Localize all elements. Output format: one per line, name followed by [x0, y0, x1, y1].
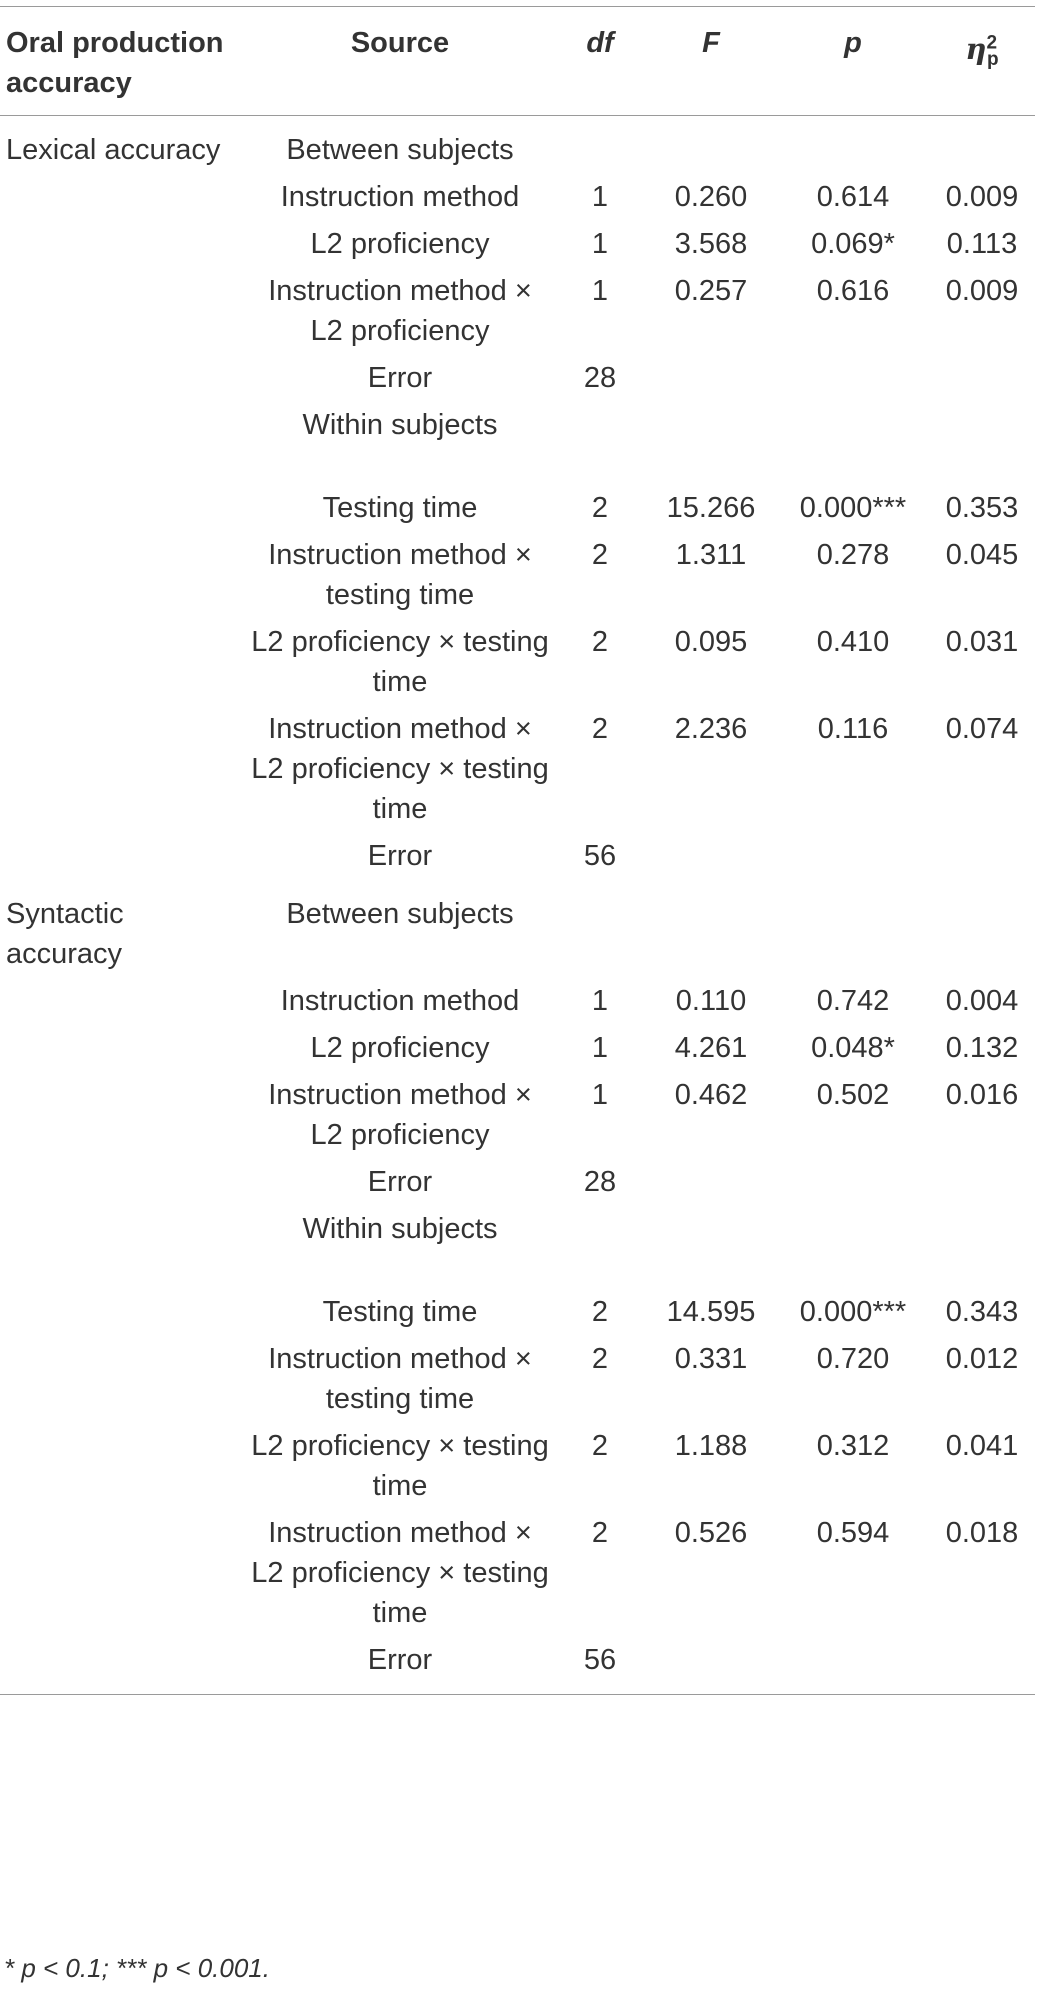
eta-cell: 0.353: [945, 492, 1019, 524]
empty-cell: [0, 174, 245, 221]
source-cell: L2 proficiency × testing time: [251, 1430, 549, 1502]
empty-cell: [0, 706, 245, 833]
empty-cell: [0, 978, 245, 1025]
p-cell: 0.742: [816, 985, 890, 1017]
source-cell: L2 proficiency: [310, 1032, 490, 1064]
f-cell: [645, 1159, 777, 1206]
source-cell: Testing time: [322, 1296, 478, 1328]
p-cell: 0.614: [816, 181, 890, 213]
table-row: [0, 1072, 1035, 1159]
eta-cell: 0.031: [945, 626, 1019, 658]
f-cell: 0.257: [674, 275, 748, 307]
source-cell: Instruction method × L2 proficiency × testing time: [251, 1517, 549, 1629]
section-label-row: [0, 880, 1035, 978]
empty-cell: [0, 1637, 245, 1695]
p-cell: [777, 1637, 929, 1695]
eta-cell: 0.343: [945, 1296, 1019, 1328]
table-row: [0, 1159, 1035, 1206]
header-p: p: [844, 27, 862, 59]
table-row: [0, 174, 1035, 221]
f-cell: 0.110: [675, 985, 747, 1017]
table-body: [0, 116, 1035, 1695]
source-cell: Instruction method × L2 proficiency: [268, 1079, 532, 1151]
df-cell: 28: [583, 1166, 617, 1198]
empty-cell: [0, 485, 245, 532]
f-cell: [645, 355, 777, 402]
source-cell: L2 proficiency × testing time: [251, 626, 549, 698]
header-f: F: [702, 27, 720, 59]
df-cell: 56: [583, 1644, 617, 1676]
empty-cell: [0, 1289, 245, 1336]
empty-cell: [777, 1206, 929, 1253]
eta-cell: 0.004: [945, 985, 1019, 1017]
df-cell: 2: [591, 1296, 609, 1328]
f-cell: 0.095: [674, 626, 748, 658]
p-cell: 0.278: [816, 539, 890, 571]
header-df: df: [586, 27, 614, 59]
df-cell: 2: [591, 1343, 609, 1375]
df-cell: 56: [583, 840, 617, 872]
df-cell: 1: [591, 181, 609, 213]
df-cell: 2: [591, 1517, 609, 1549]
df-cell: 1: [591, 275, 609, 307]
source-cell: Instruction method × testing time: [268, 1343, 532, 1415]
section-label: Between subjects: [286, 134, 514, 166]
section-label-row: [0, 1206, 1035, 1253]
table-row: [0, 1510, 1035, 1637]
spacer-row: [0, 449, 1035, 485]
df-cell: 1: [591, 985, 609, 1017]
outcome-label: [0, 1206, 245, 1253]
empty-cell: [0, 619, 245, 706]
section-label: Between subjects: [286, 898, 514, 930]
empty-cell: [0, 1159, 245, 1206]
p-cell: 0.000***: [799, 1296, 907, 1328]
f-cell: 4.261: [674, 1032, 748, 1064]
empty-cell: [0, 221, 245, 268]
p-cell: 0.048*: [811, 1032, 895, 1064]
empty-cell: [645, 1206, 777, 1253]
f-cell: [645, 833, 777, 880]
empty-cell: [0, 532, 245, 619]
source-cell: L2 proficiency: [310, 228, 490, 260]
empty-cell: [0, 355, 245, 402]
eta-cell: [929, 1159, 1035, 1206]
table-row: [0, 1637, 1035, 1695]
table-row: [0, 485, 1035, 532]
table-row: [0, 978, 1035, 1025]
table-row: [0, 1336, 1035, 1423]
source-cell: Instruction method × L2 proficiency: [268, 275, 532, 347]
empty-cell: [645, 880, 777, 978]
empty-cell: [0, 1025, 245, 1072]
table-row: [0, 221, 1035, 268]
empty-cell: [0, 268, 245, 355]
source-cell: Instruction method: [280, 181, 520, 213]
table-header: [0, 7, 1035, 116]
p-cell: 0.000***: [799, 492, 907, 524]
eta-cell: 0.113: [946, 228, 1018, 260]
eta-cell: 0.009: [945, 275, 1019, 307]
eta-cell: [929, 833, 1035, 880]
p-cell: 0.312: [816, 1430, 890, 1462]
empty-cell: [645, 116, 777, 175]
f-cell: 1.311: [675, 539, 747, 571]
empty-cell: [0, 1072, 245, 1159]
table-row: [0, 619, 1035, 706]
source-cell: Instruction method: [280, 985, 520, 1017]
spacer-row: [0, 1253, 1035, 1289]
p-cell: 0.069*: [811, 228, 895, 260]
empty-cell: [555, 1206, 645, 1253]
outcome-label: Syntactic accuracy: [6, 898, 124, 970]
f-cell: 1.188: [674, 1430, 748, 1462]
section-label: Within subjects: [302, 1213, 498, 1245]
df-cell: 2: [591, 626, 609, 658]
table-row: [0, 1423, 1035, 1510]
empty-cell: [555, 880, 645, 978]
p-cell: 0.594: [816, 1517, 890, 1549]
outcome-label: Lexical accuracy: [6, 134, 221, 166]
eta-cell: 0.018: [945, 1517, 1019, 1549]
source-cell: Error: [367, 1166, 433, 1198]
header-partial-eta-squared: $\eta^2_p$: [965, 31, 999, 71]
header-source: Source: [350, 27, 450, 59]
table-row: [0, 833, 1035, 880]
df-cell: 1: [591, 1032, 609, 1064]
empty-cell: [0, 1423, 245, 1510]
source-cell: Error: [367, 1644, 433, 1676]
f-cell: 0.260: [674, 181, 748, 213]
eta-cell: [929, 1637, 1035, 1695]
empty-cell: [777, 402, 929, 449]
eta-cell: 0.074: [945, 713, 1019, 745]
table-row: [0, 1025, 1035, 1072]
p-cell: [777, 1159, 929, 1206]
table-row: [0, 355, 1035, 402]
df-cell: 28: [583, 362, 617, 394]
table-row: [0, 532, 1035, 619]
empty-cell: [929, 116, 1035, 175]
p-cell: 0.502: [816, 1079, 890, 1111]
source-cell: Instruction method × testing time: [268, 539, 532, 611]
section-label-row: [0, 116, 1035, 175]
eta-cell: 0.012: [945, 1343, 1019, 1375]
source-cell: Error: [367, 840, 433, 872]
df-cell: 1: [591, 228, 609, 260]
empty-cell: [0, 1510, 245, 1637]
df-cell: 2: [591, 713, 609, 745]
f-cell: 0.331: [674, 1343, 748, 1375]
empty-cell: [645, 402, 777, 449]
source-cell: Error: [367, 362, 433, 394]
f-cell: 0.526: [674, 1517, 748, 1549]
eta-cell: 0.016: [945, 1079, 1019, 1111]
empty-cell: [929, 880, 1035, 978]
p-cell: 0.616: [816, 275, 890, 307]
p-cell: 0.116: [817, 713, 889, 745]
p-cell: [777, 833, 929, 880]
empty-cell: [555, 402, 645, 449]
p-cell: 0.410: [816, 626, 890, 658]
header-outcome: Oral production accuracy: [6, 27, 224, 99]
source-cell: Instruction method × L2 proficiency × testing time: [251, 713, 549, 825]
eta-cell: 0.132: [945, 1032, 1019, 1064]
f-cell: 2.236: [674, 713, 748, 745]
section-label: Within subjects: [302, 409, 498, 441]
empty-cell: [0, 1336, 245, 1423]
f-cell: 15.266: [666, 492, 756, 524]
f-cell: [645, 1637, 777, 1695]
p-cell: [777, 355, 929, 402]
section-label-row: [0, 402, 1035, 449]
df-cell: 2: [591, 539, 609, 571]
df-cell: 2: [591, 1430, 609, 1462]
f-cell: 0.462: [674, 1079, 748, 1111]
table-row: [0, 706, 1035, 833]
eta-cell: [929, 355, 1035, 402]
f-cell: 14.595: [666, 1296, 756, 1328]
df-cell: 2: [591, 492, 609, 524]
table-row: [0, 1289, 1035, 1336]
eta-cell: 0.041: [945, 1430, 1019, 1462]
empty-cell: [777, 880, 929, 978]
eta-cell: 0.045: [945, 539, 1019, 571]
eta-cell: 0.009: [945, 181, 1019, 213]
empty-cell: [929, 402, 1035, 449]
empty-cell: [0, 833, 245, 880]
table-row: [0, 268, 1035, 355]
empty-cell: [777, 116, 929, 175]
p-cell: 0.720: [816, 1343, 890, 1375]
outcome-label: [0, 402, 245, 449]
df-cell: 1: [591, 1079, 609, 1111]
empty-cell: [555, 116, 645, 175]
empty-cell: [929, 1206, 1035, 1253]
table-footnote: * p < 0.1; *** p < 0.001.: [4, 1953, 270, 1983]
f-cell: 3.568: [674, 228, 748, 260]
anova-table: [0, 6, 1035, 1695]
source-cell: Testing time: [322, 492, 478, 524]
